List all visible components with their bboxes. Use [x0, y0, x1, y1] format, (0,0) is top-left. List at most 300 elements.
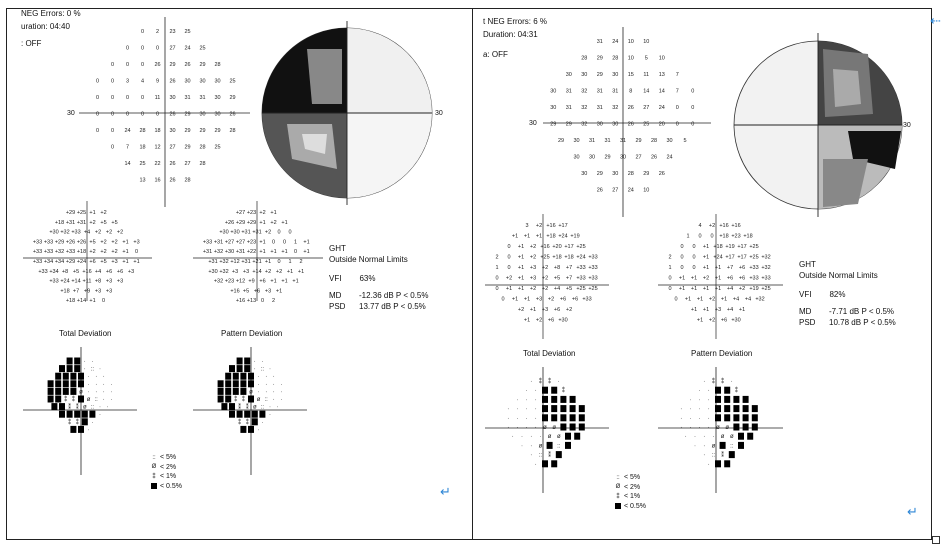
left-sensitivity-value: 30	[169, 95, 176, 101]
right-total-deviation-prob-symbol	[570, 424, 576, 431]
left-total-deviation-prob-symbol	[59, 411, 65, 418]
right-pattern-deviation-value: +25	[749, 254, 759, 261]
right-sensitivity-value: 31	[588, 138, 596, 144]
left-total-deviation-value: +33	[32, 259, 43, 265]
left-pattern-deviation-value: 1	[288, 259, 292, 265]
right-sensitivity-value: 26	[627, 121, 634, 128]
left-total-deviation-value: +5	[89, 239, 96, 246]
left-sensitivity-value: 29	[184, 111, 191, 118]
left-total-deviation-prob-symbol	[74, 411, 80, 418]
left-sensitivity-value: 12	[154, 144, 161, 151]
left-total-deviation-value: +1	[122, 239, 129, 246]
left-pattern-deviation-value: +31	[241, 259, 251, 265]
right-pattern-deviation-value: +32	[755, 296, 765, 303]
right-total-deviation-value: +6	[571, 296, 579, 303]
right-sensitivity-value: 7	[675, 72, 679, 78]
right-pattern-deviation-prob-symbol	[733, 414, 739, 421]
right-pattern-deviation-prob-symbol: ø	[720, 434, 725, 441]
right-pattern-deviation-value: +4	[744, 296, 752, 303]
right-sensitivity-value: 30	[596, 121, 603, 128]
left-total-deviation-value: +3	[133, 239, 140, 246]
right-total-deviation-value: +2	[541, 275, 549, 282]
right-pattern-deviation-prob-symbol: ·	[680, 406, 683, 413]
left-sensitivity-value: 3	[125, 78, 130, 85]
right-pattern-deviation-prob-symbol	[724, 460, 730, 467]
right-total-deviation-value: +33	[588, 254, 598, 261]
right-total-deviation-prob-symbol: ø	[547, 434, 552, 441]
right-total-deviation-value: +2	[535, 223, 543, 229]
right-sensitivity-value: 32	[581, 88, 588, 95]
left-total-deviation-value: +29	[65, 210, 76, 216]
right-pattern-deviation-prob-symbol: ·	[689, 415, 692, 422]
right-axis-label-left: 30	[529, 120, 537, 127]
left-total-deviation-prob-symbol: ·	[110, 389, 113, 396]
right-total-deviation-value: +3	[529, 275, 537, 282]
right-total-deviation-prob-symbol: ·	[516, 425, 519, 431]
solid-square-icon	[615, 503, 621, 509]
left-sensitivity-value: 0	[140, 95, 145, 101]
right-pattern-deviation-prob-symbol: ·	[707, 415, 710, 422]
left-pattern-deviation-prob-symbol	[221, 403, 227, 410]
left-total-deviation-prob-symbol: ·	[102, 389, 105, 396]
left-total-deviation-prob-symbol	[59, 403, 65, 410]
right-total-deviation-prob-symbol	[565, 442, 571, 449]
legend-2pct: < 2%	[160, 463, 177, 471]
left-pattern-deviation-value: +30	[224, 249, 235, 256]
left-total-deviation-prob-symbol: ·	[99, 366, 101, 373]
right-pattern-deviation-value: +1	[702, 265, 710, 271]
left-sensitivity-value: 30	[169, 128, 176, 134]
right-sensitivity-value: 30	[581, 171, 588, 177]
right-sensitivity-value: 31	[619, 138, 627, 144]
left-pattern-deviation-value: +6	[259, 278, 266, 285]
right-pattern-deviation-prob-symbol: ·	[698, 425, 701, 431]
left-pattern-deviation-value: +12	[235, 278, 246, 285]
right-pattern-deviation-prob-symbol	[715, 396, 721, 403]
right-total-deviation-value: +1	[517, 244, 525, 250]
right-pattern-deviation-value: +2	[738, 286, 746, 292]
right-sensitivity-value: 31	[612, 88, 619, 95]
left-pattern-deviation-prob-symbol: ·	[265, 374, 268, 381]
left-total-deviation-value: +8	[94, 278, 102, 285]
right-pattern-deviation-value: +17	[737, 254, 747, 261]
right-md-label: MD	[799, 307, 812, 316]
left-sensitivity-value: 29	[199, 62, 206, 68]
right-pattern-deviation-label: Pattern Deviation	[691, 349, 753, 358]
left-sensitivity-value: 0	[140, 45, 145, 52]
left-sensitivity-value: 26	[169, 161, 176, 167]
right-total-deviation-prob-symbol: ::	[557, 443, 561, 450]
right-total-deviation-value: +5	[565, 286, 573, 292]
right-fovea-status: a: OFF	[483, 50, 508, 59]
left-pattern-deviation-value: +3	[264, 288, 272, 295]
right-sensitivity-value: 14	[643, 88, 650, 95]
right-pattern-deviation-prob-symbol	[743, 424, 749, 431]
left-pattern-deviation-prob-symbol	[240, 426, 246, 433]
right-pattern-deviation-prob-symbol: ·	[707, 397, 710, 404]
right-sensitivity-value: 28	[650, 138, 658, 144]
right-pattern-deviation-value: +1	[702, 307, 710, 313]
left-sensitivity-value: 0	[110, 78, 115, 85]
left-total-deviation-prob-symbol	[55, 380, 61, 387]
legend-1pct: < 1%	[624, 493, 641, 500]
right-sensitivity-value: 5	[644, 55, 648, 62]
right-total-deviation-value: +25	[540, 254, 550, 261]
right-sensitivity-value: 26	[627, 105, 634, 111]
right-pattern-deviation-value: +32	[761, 254, 771, 261]
right-sensitivity-value: 29	[550, 121, 557, 128]
right-total-deviation-value: 0	[507, 254, 511, 261]
right-total-deviation-prob-symbol: ·	[516, 415, 519, 422]
left-total-deviation-prob-symbol	[78, 396, 84, 403]
right-pattern-deviation-prob-symbol: ·	[698, 388, 701, 395]
right-pattern-deviation-value: +16	[731, 223, 741, 229]
right-total-deviation-value: +1	[523, 233, 531, 240]
right-sensitivity-value: 30	[573, 154, 580, 161]
right-sensitivity-value: 28	[627, 171, 634, 177]
right-pattern-deviation-value: +1	[690, 307, 698, 313]
left-sensitivity-value: 26	[154, 62, 161, 68]
right-pattern-deviation-prob-symbol	[724, 414, 730, 421]
left-total-deviation-prob-symbol: ø	[82, 404, 87, 411]
right-total-deviation-value: +6	[559, 296, 567, 303]
left-pattern-deviation-prob-symbol: ⁑	[238, 404, 242, 411]
right-pattern-deviation-value: 2	[668, 254, 672, 261]
left-pattern-deviation-prob-symbol: ·	[272, 389, 275, 396]
left-total-deviation-value: +33	[43, 249, 54, 256]
left-sensitivity-value: 26	[169, 111, 176, 118]
right-total-deviation-prob-symbol: ·	[534, 461, 537, 468]
left-pattern-deviation-prob-symbol	[225, 380, 231, 387]
right-total-deviation-prob-symbol: ·	[507, 406, 510, 413]
left-pattern-deviation-prob-symbol: ·	[269, 404, 271, 411]
right-total-deviation-value: +1	[511, 233, 519, 240]
left-sensitivity-value: 30	[214, 78, 221, 85]
right-pattern-deviation-prob-symbol: ·	[703, 443, 706, 450]
right-total-deviation-prob-symbol: ⁑	[538, 379, 542, 385]
right-sensitivity-value: 30	[573, 138, 580, 144]
right-sensitivity-value: 31	[596, 88, 603, 95]
right-total-deviation-value: +24	[576, 254, 586, 261]
right-pattern-deviation-prob-symbol: ·	[730, 379, 733, 385]
left-pattern-deviation-value: +23	[246, 210, 257, 216]
left-total-deviation-value: +4	[83, 229, 91, 236]
left-pattern-deviation-prob-symbol	[233, 388, 239, 395]
left-total-deviation-value: +14	[71, 278, 81, 285]
right-sensitivity-value: 29	[565, 121, 572, 128]
left-total-deviation-value: +34	[54, 259, 65, 265]
left-total-deviation-prob-symbol	[82, 411, 88, 418]
right-vfi-label: VFI	[799, 290, 812, 299]
left-legend	[151, 453, 182, 491]
right-total-deviation-prob-symbol	[542, 396, 548, 403]
right-total-deviation-value: +4	[553, 286, 561, 292]
right-total-deviation-prob-symbol	[542, 387, 548, 394]
right-pattern-deviation-prob-symbol: ø	[711, 443, 716, 450]
left-total-deviation-prob-symbol: ·	[95, 381, 98, 388]
right-pattern-deviation-prob-symbol	[724, 396, 730, 403]
left-total-deviation-value: +33	[43, 239, 54, 246]
left-pattern-deviation-label: Pattern Deviation	[221, 329, 283, 338]
right-pattern-deviation-value: +1	[696, 317, 704, 324]
right-sensitivity-value: 29	[643, 171, 650, 177]
right-total-deviation-prob-symbol	[551, 460, 557, 467]
left-sensitivity-value: 0	[125, 111, 130, 118]
dots-symbol-icon: ::	[152, 454, 156, 461]
left-pattern-deviation-value: +1	[264, 259, 272, 265]
right-pattern-deviation-prob-symbol: ·	[698, 406, 701, 413]
left-total-deviation-prob-symbol: ::	[90, 404, 95, 411]
left-total-deviation-value: +5	[100, 259, 107, 265]
left-total-deviation-value: +1	[133, 259, 140, 265]
left-pattern-deviation-value: +2	[270, 219, 277, 226]
left-pattern-deviation-value: +13	[246, 298, 257, 305]
left-pattern-deviation-value: +29	[246, 219, 257, 226]
right-sensitivity-value: 14	[658, 88, 665, 95]
right-pattern-deviation-value: +1	[678, 286, 686, 292]
left-pattern-deviation-value: +9	[248, 278, 255, 285]
left-sensitivity-value: 30	[199, 78, 206, 85]
left-sensitivity-value: 25	[184, 29, 191, 35]
left-total-deviation-value: +2	[100, 210, 107, 216]
right-total-deviation-value: +1	[529, 307, 537, 313]
left-sensitivity-value: 29	[169, 62, 176, 68]
right-vfi-value: 82%	[829, 290, 846, 299]
left-total-deviation-value: +3	[94, 288, 102, 295]
right-total-deviation-value: +1	[517, 275, 525, 282]
left-psd-label: PSD	[329, 302, 346, 311]
left-total-deviation-prob-symbol	[55, 396, 61, 403]
right-total-deviation-value: +1	[505, 286, 513, 292]
right-total-deviation-value: +33	[576, 265, 586, 271]
left-total-deviation-value: +24	[76, 259, 87, 265]
left-total-deviation-prob-symbol	[59, 365, 65, 372]
right-sensitivity-value: 13	[658, 72, 665, 78]
left-sensitivity-value: 0	[155, 45, 160, 52]
left-sensitivity-value: 7	[125, 144, 130, 151]
right-total-deviation-value: +1	[523, 317, 531, 324]
left-total-deviation-prob-symbol	[48, 380, 54, 387]
left-total-deviation-value: +18	[60, 288, 70, 295]
left-pattern-deviation-prob-symbol	[248, 373, 254, 380]
left-pattern-deviation-value: 2	[271, 298, 276, 305]
left-pattern-deviation-prob-symbol	[248, 426, 254, 433]
left-total-deviation-prob-symbol: ⁑	[71, 397, 75, 403]
legend-5pct: < 5%	[160, 454, 177, 461]
left-total-deviation-prob-symbol	[70, 373, 76, 380]
left-pattern-deviation-prob-symbol: ·	[272, 381, 275, 388]
left-axis-label-right: 30	[435, 110, 443, 117]
left-sensitivity-value: 0	[155, 111, 160, 118]
left-total-deviation-prob-symbol	[78, 373, 84, 380]
left-ght-value: Outside Normal Limits	[329, 255, 408, 264]
left-sensitivity-value: 0	[125, 95, 130, 101]
right-total-deviation-value: +16	[540, 244, 550, 250]
left-pattern-deviation-value: 0	[288, 229, 292, 236]
left-total-deviation-prob-symbol: ·	[95, 374, 98, 381]
right-pattern-deviation-value: 0	[692, 244, 696, 250]
right-pattern-deviation-prob-symbol: ø	[716, 425, 720, 431]
left-total-deviation-value: +33	[49, 278, 59, 285]
left-total-deviation-value: 0	[101, 298, 106, 305]
left-pattern-deviation-prob-symbol	[229, 365, 235, 372]
left-total-deviation-prob-symbol: ·	[87, 381, 90, 388]
left-pattern-deviation-prob-symbol: ·	[265, 389, 268, 396]
left-total-deviation-value: +9	[83, 288, 91, 295]
right-pattern-deviation-value: 0	[680, 254, 684, 261]
left-pattern-deviation-prob-symbol: ·	[272, 397, 275, 403]
left-total-deviation-value: +1	[122, 249, 129, 256]
left-pattern-deviation-value: +1	[275, 288, 283, 295]
right-total-deviation-value: +16	[546, 223, 556, 229]
left-total-deviation-value: +5	[111, 219, 118, 226]
right-pattern-deviation-value: +25	[761, 286, 771, 292]
right-pattern-deviation-value: 0	[674, 296, 678, 303]
right-total-deviation-value: +2	[547, 296, 555, 303]
left-sensitivity-value: 18	[154, 128, 161, 134]
right-sensitivity-value: 24	[627, 187, 634, 194]
right-pattern-deviation-prob-symbol	[733, 424, 739, 431]
right-axis-label-right: 30	[903, 122, 911, 129]
left-total-deviation-prob-symbol: ⁑	[68, 404, 72, 411]
left-total-deviation-prob-symbol: ·	[99, 412, 101, 419]
left-sensitivity-value: 29	[229, 95, 236, 101]
left-sensitivity-value: 28	[199, 144, 206, 151]
left-pattern-deviation-value: +1	[270, 210, 277, 216]
right-total-deviation-prob-symbol: ø	[556, 434, 561, 441]
left-pattern-deviation-value: 0	[260, 298, 265, 305]
left-total-deviation-value: +6	[105, 268, 113, 275]
left-total-deviation-value: +33	[38, 268, 48, 275]
left-total-deviation-value: +3	[111, 259, 118, 265]
right-total-deviation-prob-symbol: ·	[525, 425, 528, 431]
left-total-deviation-value: +7	[72, 288, 80, 295]
right-total-deviation-value: +8	[553, 265, 561, 271]
right-sensitivity-value: 27	[612, 187, 619, 194]
left-pattern-deviation-value: +1	[297, 268, 305, 275]
left-pattern-deviation-prob-symbol	[237, 365, 243, 372]
right-total-deviation-value: +1	[535, 233, 543, 240]
right-sensitivity-value: 15	[627, 72, 634, 78]
left-sensitivity-value: 0	[110, 95, 115, 101]
right-total-deviation-label: Total Deviation	[523, 349, 576, 358]
right-sensitivity-value: 24	[666, 154, 673, 161]
right-sensitivity-value: 29	[604, 154, 611, 161]
right-pattern-deviation-value: +17	[737, 244, 747, 250]
right-total-deviation-prob-symbol: ·	[530, 379, 533, 385]
right-pattern-deviation-prob-symbol	[729, 451, 735, 458]
left-pattern-deviation-prob-symbol	[244, 358, 250, 365]
left-pattern-deviation-value: 0	[271, 239, 276, 246]
right-pattern-deviation-value: +4	[726, 286, 734, 292]
right-total-deviation-value: +2	[529, 244, 537, 250]
left-total-deviation-prob-symbol: ::	[94, 397, 98, 403]
window-resize-handle[interactable]	[932, 536, 940, 544]
left-sensitivity-value: 29	[199, 128, 206, 134]
right-pattern-deviation-value: +1	[696, 296, 704, 303]
legend-5pct: < 5%	[624, 474, 641, 481]
right-total-deviation-prob-symbol	[565, 433, 571, 440]
left-pattern-deviation-value: +31	[241, 229, 251, 236]
checker-symbol-icon: ⁑	[616, 493, 620, 500]
right-pattern-deviation-prob-symbol: ·	[703, 379, 706, 385]
left-pattern-deviation-prob-symbol: ·	[257, 381, 260, 388]
right-pattern-deviation-prob-symbol	[715, 387, 721, 394]
right-total-deviation-value: 2	[495, 254, 499, 261]
right-pattern-deviation-prob-symbol	[738, 433, 744, 440]
right-ght-value: Outside Normal Limits	[799, 271, 878, 280]
right-pattern-deviation-value: 0	[680, 244, 684, 250]
left-pattern-deviation-value: +16	[230, 288, 240, 295]
return-icon[interactable]: ↵	[440, 484, 451, 499]
right-pattern-deviation-value: +4	[732, 296, 740, 303]
right-pattern-deviation-value: 0	[668, 275, 672, 282]
right-pattern-deviation-value: +1	[690, 275, 698, 282]
right-total-deviation-value: +19	[570, 233, 580, 240]
left-pattern-deviation-value: +16	[235, 298, 246, 305]
right-total-deviation-prob-symbol: ⁑	[561, 388, 565, 395]
left-total-deviation-value: +2	[89, 219, 96, 226]
left-total-deviation-prob-symbol: ·	[87, 427, 90, 434]
dots-symbol-icon: ::	[616, 474, 620, 481]
left-pattern-deviation-value: +2	[264, 229, 272, 236]
left-total-deviation-prob-symbol	[82, 418, 88, 425]
left-total-deviation-value: +31	[76, 219, 87, 226]
right-pattern-deviation-value: +17	[725, 254, 735, 261]
left-vfi-label: VFI	[329, 274, 342, 283]
right-pattern-deviation-value: +1	[702, 286, 710, 292]
left-pattern-deviation-value: +32	[219, 259, 229, 265]
left-sensitivity-value: 26	[184, 62, 191, 68]
right-total-deviation-prob-symbol	[570, 396, 576, 403]
back-icon[interactable]: ⇠	[930, 13, 941, 28]
right-total-deviation-prob-symbol: ⁑	[548, 379, 552, 385]
right-total-deviation-value: +1	[523, 296, 531, 303]
left-pattern-deviation-prob-symbol	[252, 411, 258, 418]
right-total-deviation-prob-symbol: ·	[516, 406, 519, 413]
left-pattern-deviation-prob-symbol: ·	[257, 389, 260, 396]
left-sensitivity-value: 28	[229, 128, 236, 134]
return-icon[interactable]: ↵	[907, 504, 918, 519]
left-pattern-deviation-prob-symbol	[218, 396, 224, 403]
left-total-deviation-value: +29	[65, 259, 76, 265]
right-pattern-deviation-value: +19	[749, 286, 759, 292]
right-sensitivity-value: 29	[596, 55, 603, 62]
right-total-deviation-prob-symbol	[560, 424, 566, 431]
left-pattern-deviation-prob-symbol	[225, 373, 231, 380]
right-total-deviation-prob-symbol: ·	[525, 415, 528, 422]
left-total-deviation-prob-symbol	[63, 373, 69, 380]
right-pattern-deviation-value: 0	[668, 286, 672, 292]
left-total-deviation-prob-symbol: ·	[87, 389, 90, 396]
left-total-deviation-prob-symbol	[74, 365, 80, 372]
right-total-deviation-value: 0	[501, 296, 505, 303]
right-pattern-deviation-value: +1	[690, 286, 698, 292]
left-total-deviation-prob-symbol	[78, 380, 84, 387]
left-pattern-deviation-prob-symbol: ø	[252, 404, 257, 411]
right-pattern-deviation-prob-symbol: ::	[730, 443, 734, 450]
left-pattern-deviation-value: +32	[219, 268, 229, 275]
right-pattern-deviation-value: 0	[680, 265, 684, 271]
right-total-deviation-prob-symbol: ·	[530, 443, 533, 450]
right-pattern-deviation-prob-symbol	[733, 405, 739, 412]
left-pattern-deviation-prob-symbol: ⁑	[238, 419, 242, 426]
left-sensitivity-value: 25	[139, 161, 146, 167]
right-pattern-deviation-value: +24	[713, 254, 723, 261]
left-pattern-deviation-value: +31	[208, 259, 218, 265]
left-total-deviation-value: +6	[116, 268, 124, 275]
left-total-deviation-prob-symbol: ·	[110, 381, 113, 388]
